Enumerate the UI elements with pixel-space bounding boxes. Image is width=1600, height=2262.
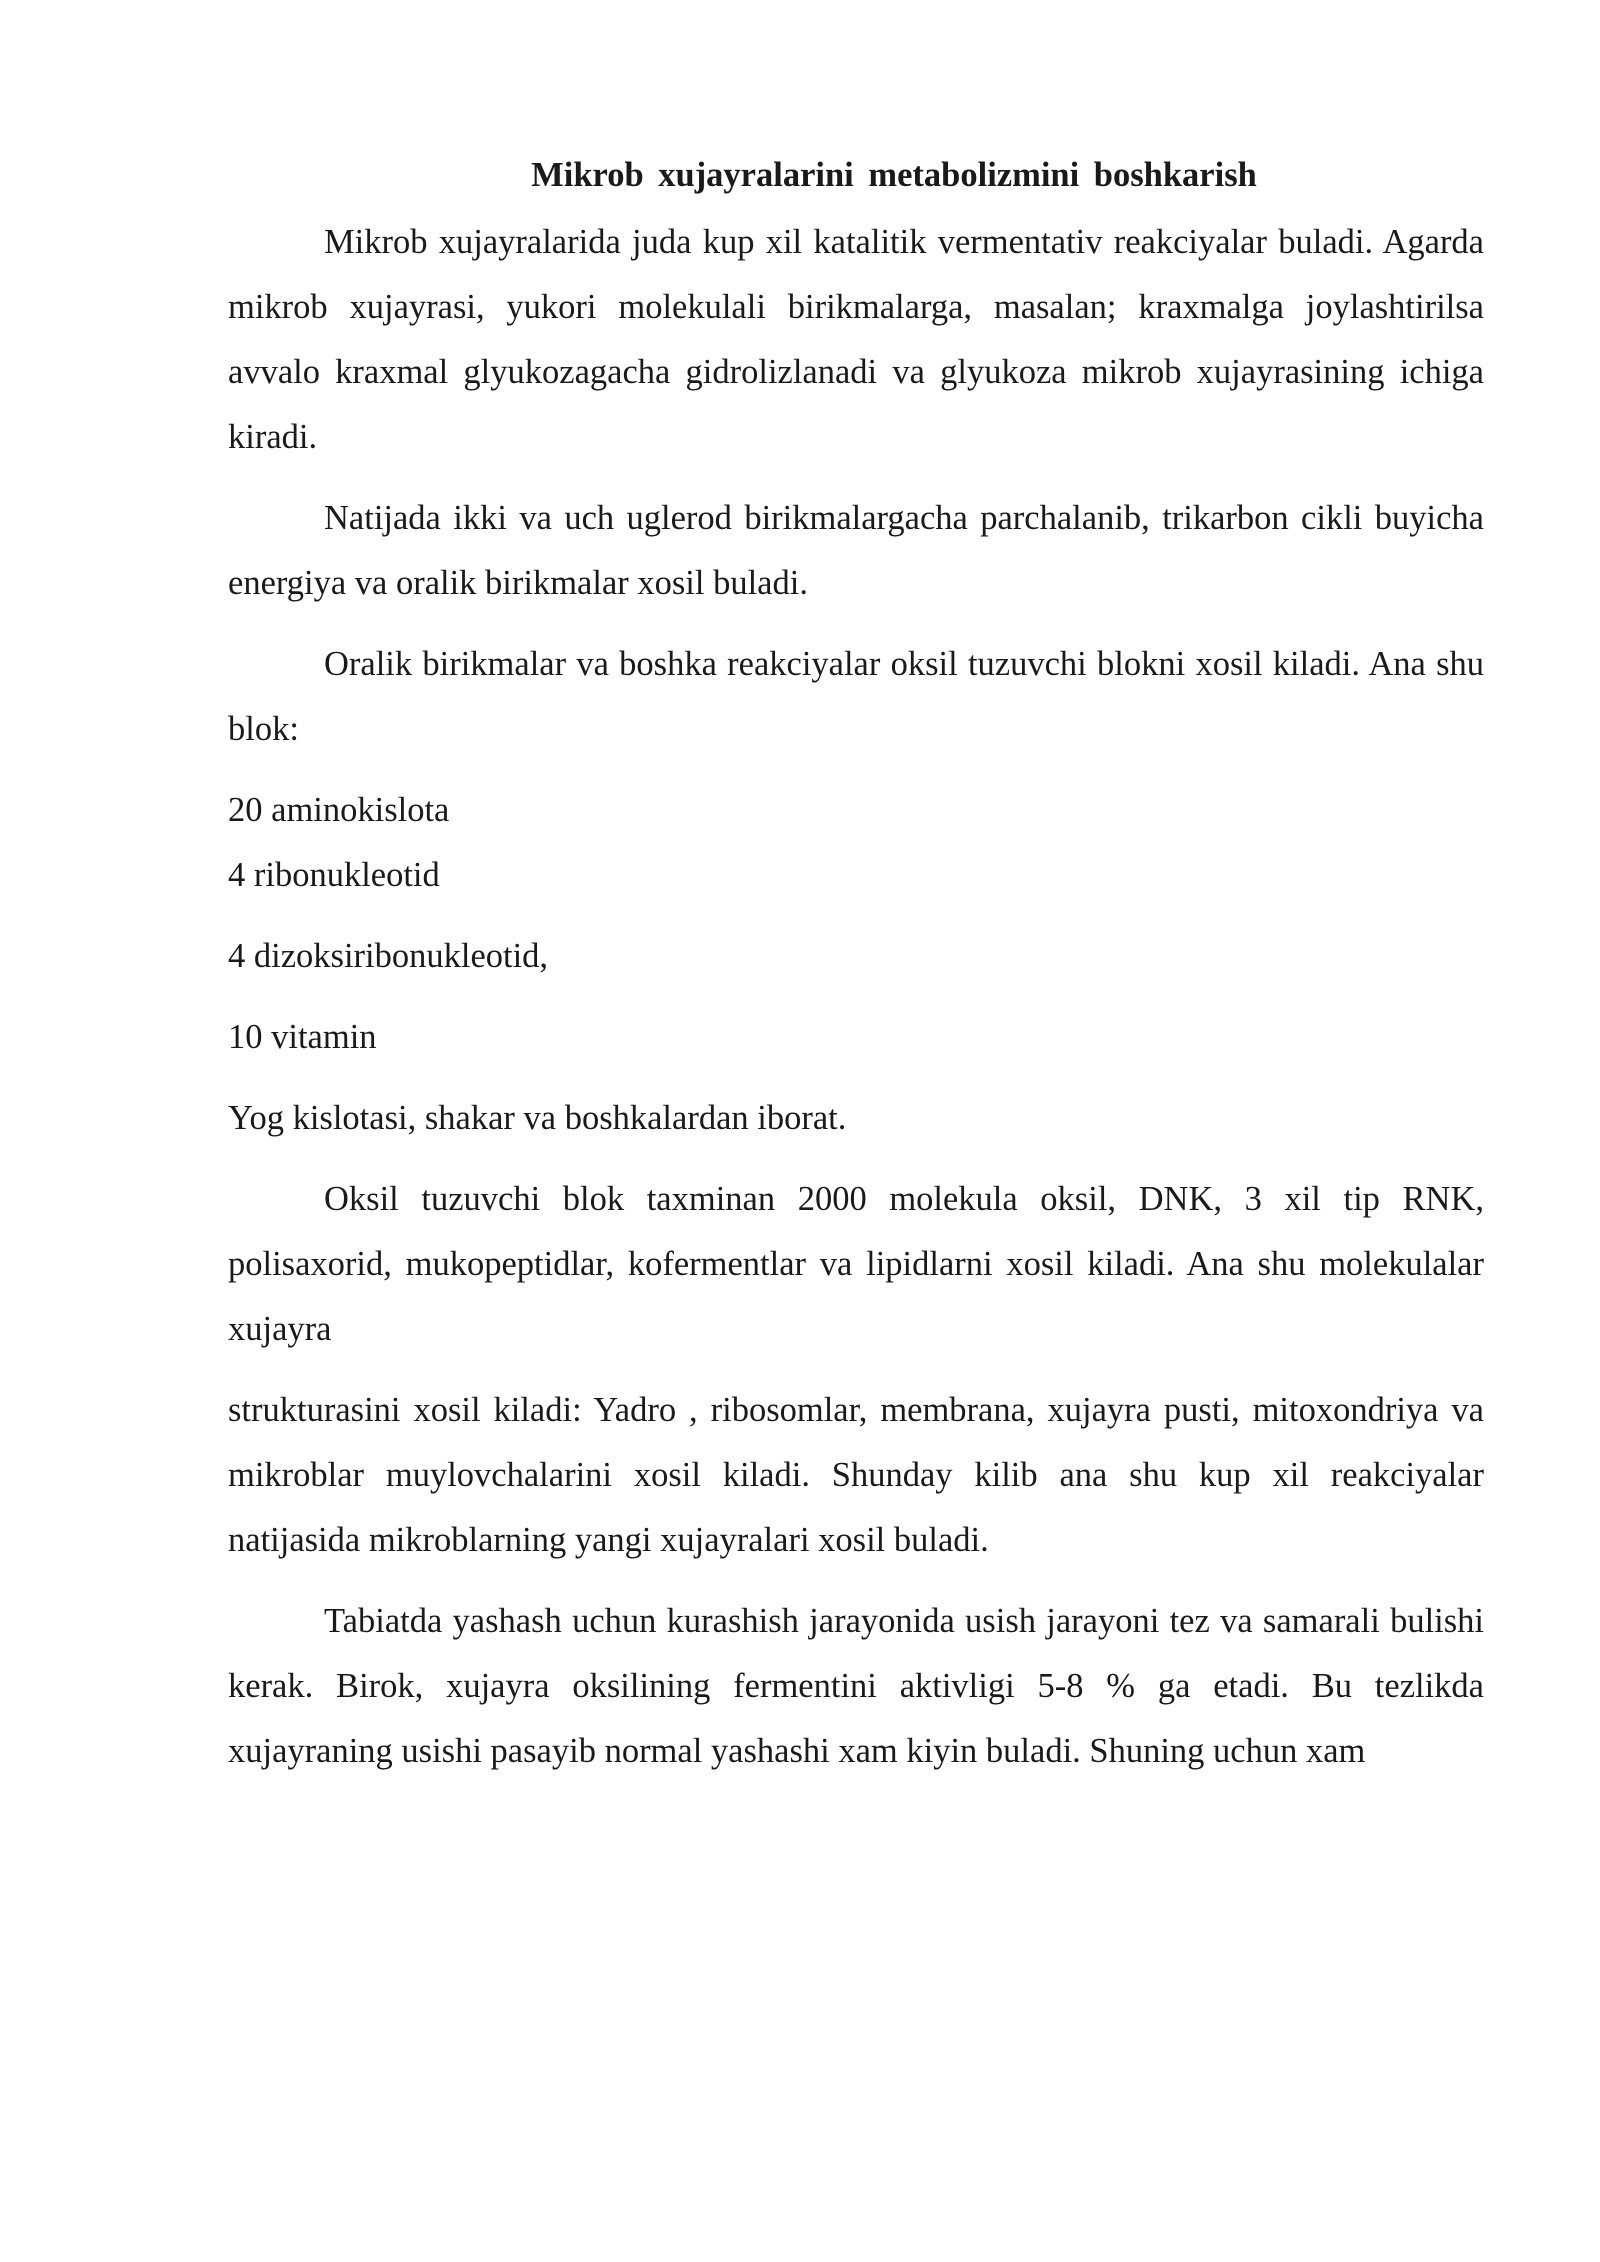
paragraph-6: Tabiatda yashash uchun kurashish jarayonida usish jarayoni tez va samarali bulishi kerak. Birok, xujayra oksilining fermentini aktivligi 5-8 % ga etadi. Bu tezlikda xujayraning usishi pasayib normal yashashi xam kiyin buladi. Shuning uchun xam <box>228 1602 1484 1770</box>
list-item: Yog kislotasi, shakar va boshkalardan iborat. <box>228 1099 847 1137</box>
paragraph-3: Oralik birikmalar va boshka reakciyalar oksil tuzuvchi blokni xosil kiladi. Ana shu blok: <box>228 645 1484 748</box>
list-item: 4 dizoksiribonukleotid, <box>228 937 549 975</box>
list-item: 20 aminokislota <box>228 791 450 829</box>
list-item: 10 vitamin <box>228 1018 377 1056</box>
list-item: 4 ribonukleotid <box>228 856 440 894</box>
document-page <box>228 150 1484 1800</box>
document-title: Mikrob xujayralarini metabolizmini boshkarish <box>531 156 1257 194</box>
paragraph-5: strukturasini xosil kiladi: Yadro , ribosomlar, membrana, xujayra pusti, mitoxondriya va mikroblar muylovchalarini xosil kiladi. Shunday kilib ana shu kup xil reakciyalar natijasida mikroblarning yangi xujayralari xosil buladi. <box>228 1391 1484 1559</box>
paragraph-4: Oksil tuzuvchi blok taxminan 2000 molekula oksil, DNK, 3 xil tip RNK, polisaxorid, mukopeptidlar, kofermentlar va lipidlarni xosil kiladi. Ana shu molekulalar xujayra <box>228 1180 1484 1348</box>
block-list <box>228 778 1484 1151</box>
paragraph-1: Mikrob xujayralarida juda kup xil katalitik vermentativ reakciyalar buladi. Agarda mikrob xujayrasi, yukori molekulali birikmalarga, masalan; kraxmalga joylashtirilsa avvalo kraxmal glyukozagacha gidrolizlanadi va glyukoza mikrob xujayrasining ichiga kiradi. <box>228 223 1484 456</box>
paragraph-2: Natijada ikki va uch uglerod birikmalargacha parchalanib, trikarbon cikli buyicha energiya va oralik birikmalar xosil buladi. <box>228 499 1484 602</box>
